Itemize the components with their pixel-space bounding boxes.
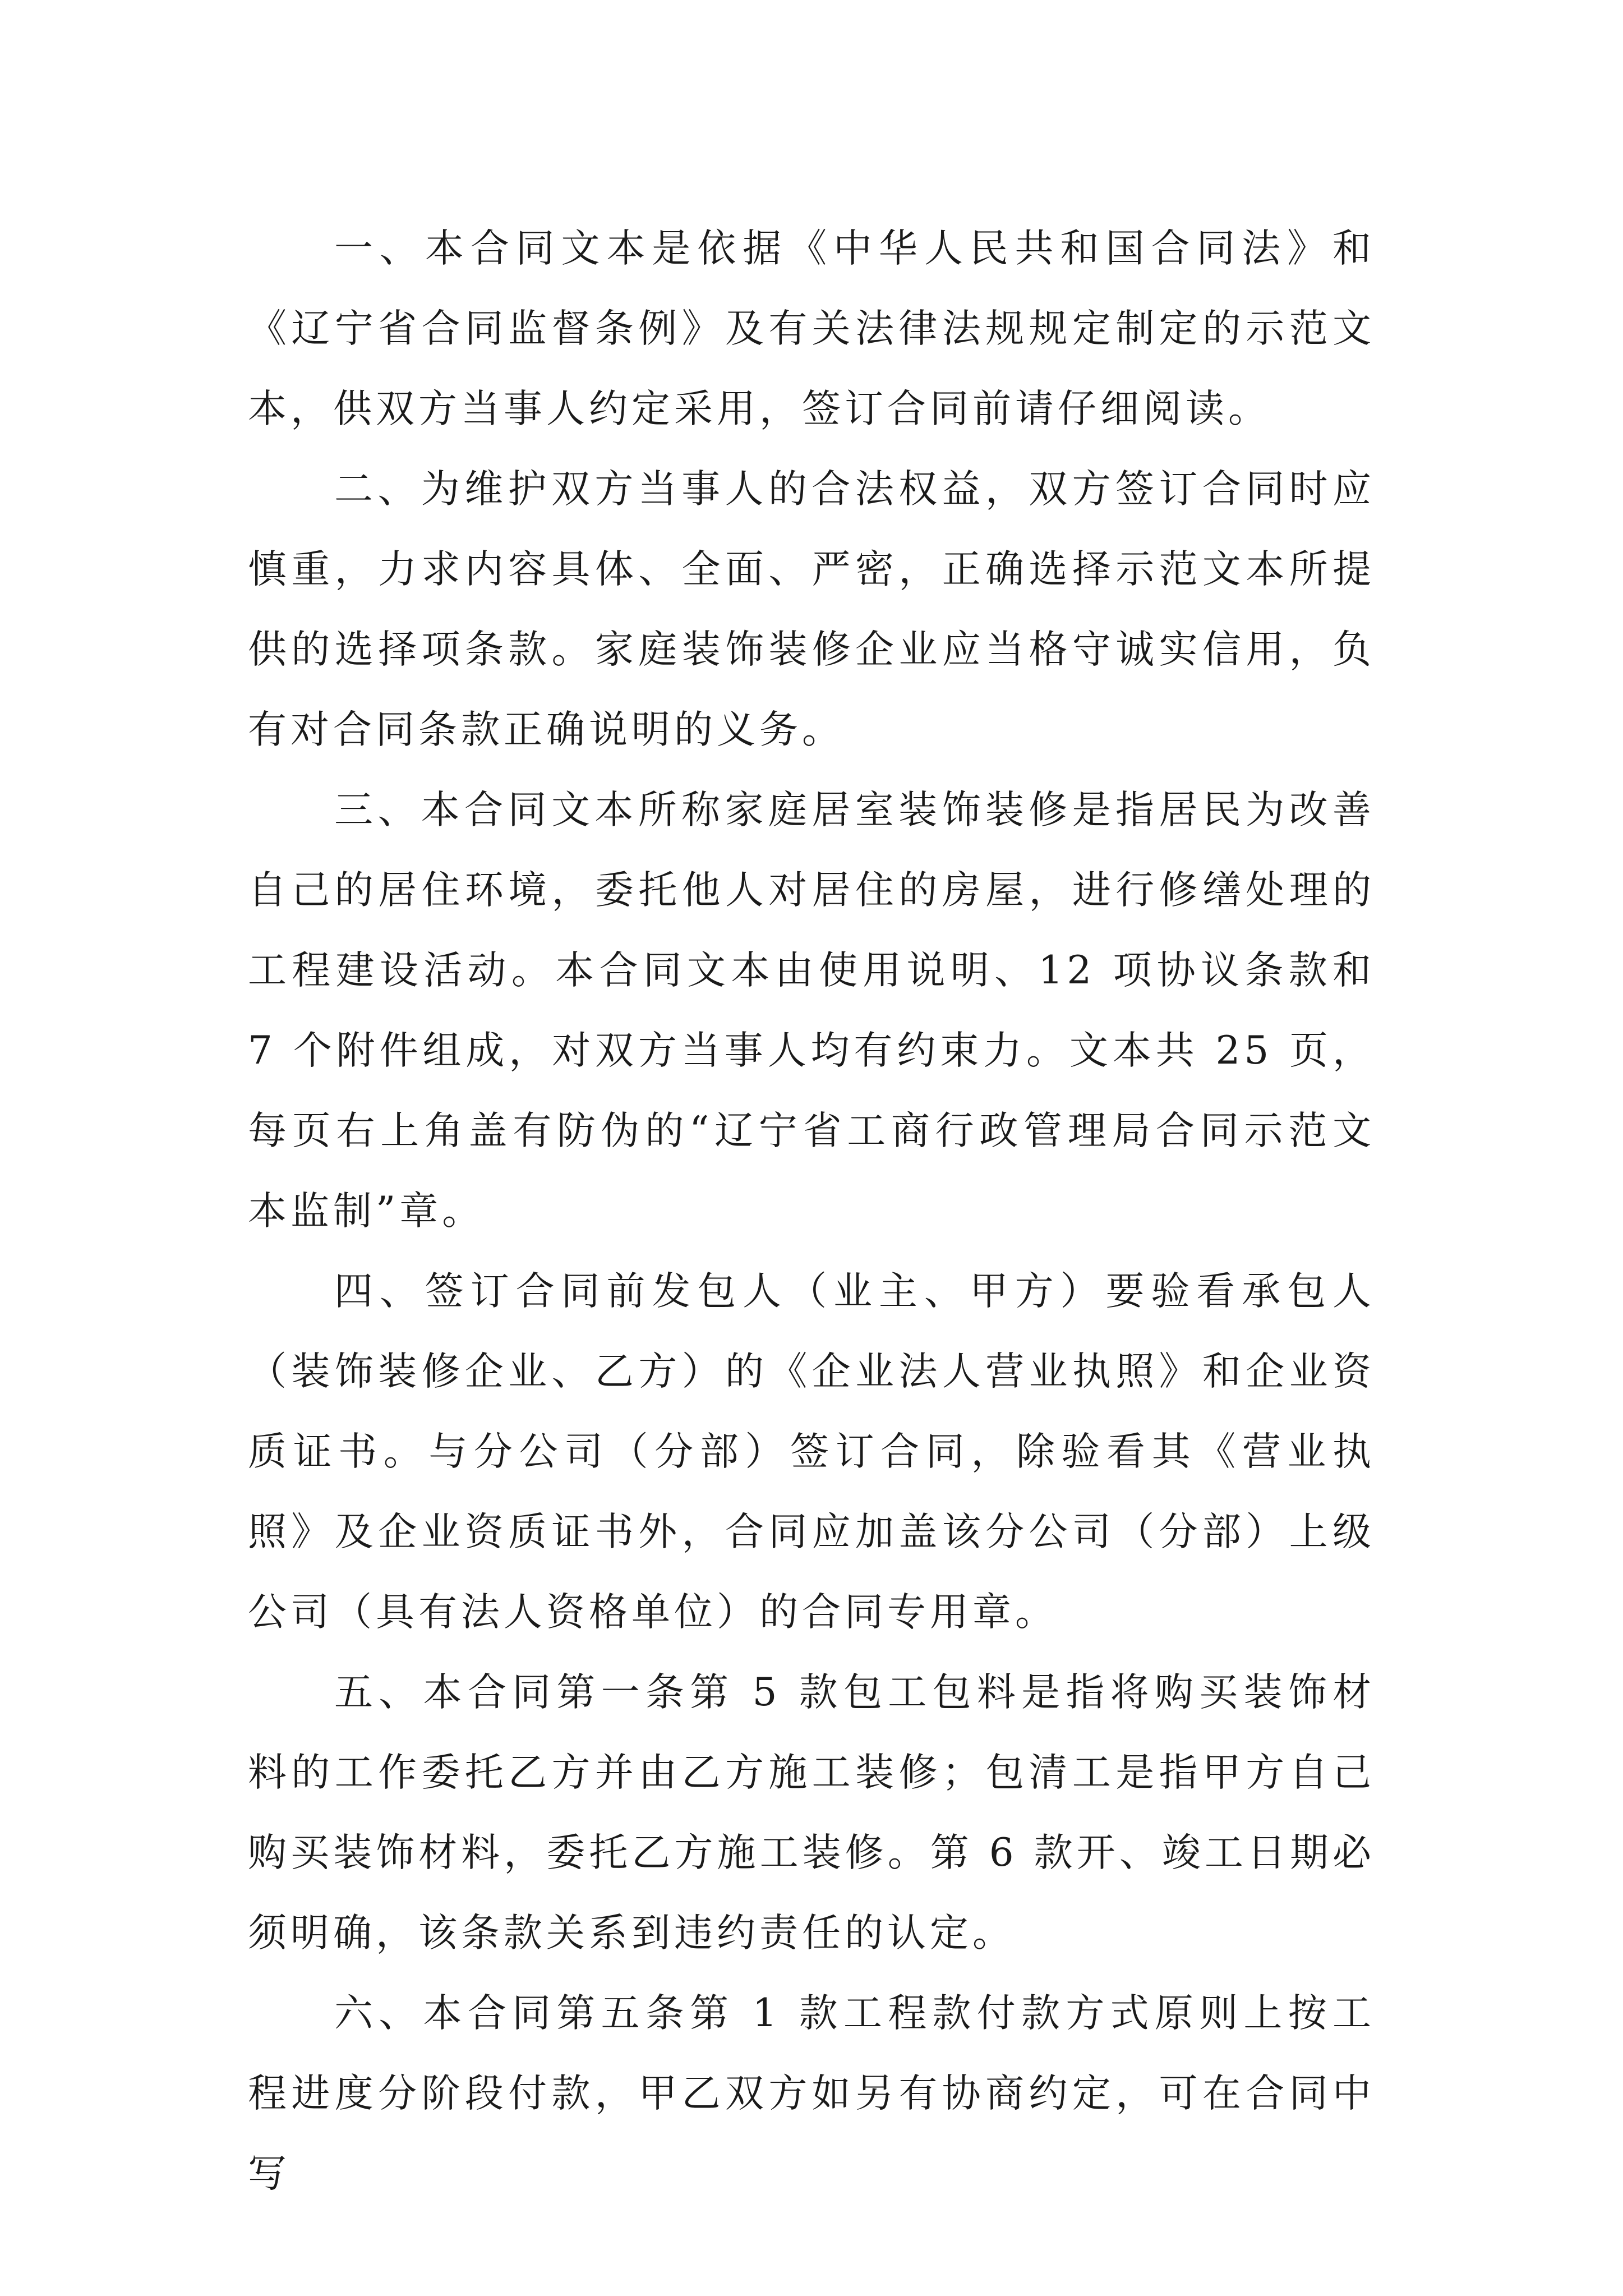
paragraph-4: 四、签订合同前发包人（业主、甲方）要验看承包人（装饰装修企业、乙方）的《企业法人营业执照》和企业资质证书。与分公司（分部）签订合同，除验看其《营业执照》及企业资质证书外，合同应加盖该分公司（分部）上级公司（具有法人资格单位）的合同专用章。 bbox=[248, 1269, 1375, 1635]
document-body bbox=[248, 209, 1375, 2214]
paragraph-5: 五、本合同第一条第 5 款包工包料是指将购买装饰材料的工作委托乙方并由乙方施工装修；包清工是指甲方自己购买装饰材料，委托乙方施工装修。第 6 款开、竣工日期必须明确，该条款关系到违约责任的认定。 bbox=[248, 1670, 1375, 1955]
paragraph-2: 二、为维护双方当事人的合法权益，双方签订合同时应慎重，力求内容具体、全面、严密，正确选择示范文本所提供的选择项条款。家庭装饰装修企业应当格守诚实信用，负有对合同条款正确说明的义务。 bbox=[248, 467, 1375, 752]
paragraph-3: 三、本合同文本所称家庭居室装饰装修是指居民为改善自己的居住环境，委托他人对居住的房屋，进行修缮处理的工程建设活动。本合同文本由使用说明、12 项协议条款和 7 个附件组成，对双方当事人均有约束力。文本共 25 页，每页右上角盖有防伪的“辽宁省工商行政管理局合同示范文本监制”章。 bbox=[248, 788, 1375, 1234]
paragraph-1: 一、本合同文本是依据《中华人民共和国合同法》和《辽宁省合同监督条例》及有关法律法规规定制定的示范文本，供双方当事人约定采用，签订合同前请仔细阅读。 bbox=[248, 226, 1375, 431]
paragraph-6: 六、本合同第五条第 1 款工程款付款方式原则上按工程进度分阶段付款，甲乙双方如另有协商约定，可在合同中写 bbox=[248, 1991, 1375, 2196]
